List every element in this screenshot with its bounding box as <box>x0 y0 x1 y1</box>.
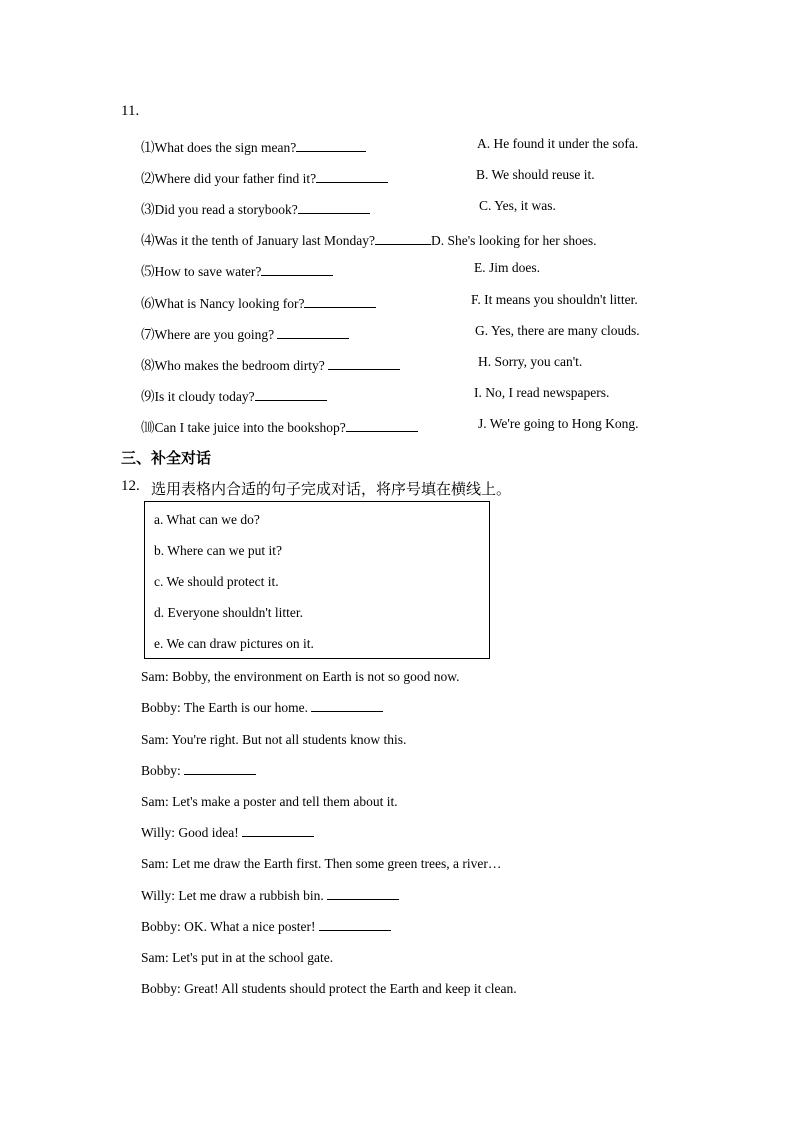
q11-answer-b: B. We should reuse it. <box>476 167 595 182</box>
dialogue-line-2: Bobby: The Earth is our home. <box>141 700 383 716</box>
q11-answer-j: J. We're going to Hong Kong. <box>478 416 639 431</box>
answer-blank[interactable] <box>255 399 327 401</box>
answer-blank[interactable] <box>328 368 400 370</box>
dialogue-line-4: Bobby: <box>141 763 256 779</box>
q11-question-8: ⑻Who makes the bedroom dirty? <box>141 354 400 374</box>
answer-blank[interactable] <box>346 430 418 432</box>
answer-blank[interactable] <box>242 835 314 837</box>
dialogue-line-11: Bobby: Great! All students should protect the Earth and keep it clean. <box>141 981 517 996</box>
option-d: d. Everyone shouldn't litter. <box>154 605 304 620</box>
option-e: e. We can draw pictures on it. <box>154 636 314 651</box>
dialogue-line-8: Willy: Let me draw a rubbish bin. <box>141 888 399 904</box>
q11-answer-h: H. Sorry, you can't. <box>478 354 583 369</box>
dialogue-line-9: Bobby: OK. What a nice poster! <box>141 919 391 935</box>
section-heading: 三、补全对话 <box>121 449 212 467</box>
q11-answer-c: C. Yes, it was. <box>479 198 556 213</box>
answer-blank[interactable] <box>316 181 388 183</box>
dialogue-line-3: Sam: You're right. But not all students know this. <box>141 732 407 747</box>
option-b: b. Where can we put it? <box>154 543 282 558</box>
answer-blank[interactable] <box>277 337 349 339</box>
answer-blank[interactable] <box>304 306 376 308</box>
q11-question-4: ⑷Was it the tenth of January last Monday? D. She's looking for her shoes. <box>141 233 597 248</box>
q11-answer-e: E. Jim does. <box>474 260 540 275</box>
q11-answer-i: I. No, I read newspapers. <box>474 385 610 400</box>
dialogue-line-10: Sam: Let's put in at the school gate. <box>141 950 334 965</box>
dialogue-line-5: Sam: Let's make a poster and tell them about it. <box>141 794 398 809</box>
question-number-11: 11. <box>121 103 140 119</box>
q11-question-9: ⑼Is it cloudy today? <box>141 385 327 405</box>
answer-blank[interactable] <box>261 274 333 276</box>
q11-answer-g: G. Yes, there are many clouds. <box>475 323 640 338</box>
option-c: c. We should protect it. <box>154 574 279 589</box>
answer-blank[interactable] <box>184 773 256 775</box>
answer-blank[interactable] <box>327 898 399 900</box>
q11-question-10: ⑽Can I take juice into the bookshop? <box>141 416 418 436</box>
q11-answer-f: F. It means you shouldn't litter. <box>471 292 638 307</box>
q11-answer-a: A. He found it under the sofa. <box>477 136 639 151</box>
option-a: a. What can we do? <box>154 512 260 527</box>
dialogue-line-6: Willy: Good idea! <box>141 825 314 841</box>
dialogue-line-1: Sam: Bobby, the environment on Earth is not so good now. <box>141 669 460 684</box>
answer-blank[interactable] <box>319 929 391 931</box>
answer-blank[interactable] <box>375 243 431 245</box>
q11-question-5: ⑸How to save water? <box>141 260 333 280</box>
q11-answer-d: D. She's looking for her shoes. <box>430 233 597 248</box>
answer-blank[interactable] <box>298 212 370 214</box>
q12-instruction: 选用表格内合适的句子完成对话，将序号填在横线上。 <box>151 480 512 498</box>
dialogue-line-7: Sam: Let me draw the Earth first. Then some green trees, a river… <box>141 856 502 871</box>
answer-blank[interactable] <box>296 150 366 152</box>
q11-question-3: ⑶Did you read a storybook? <box>141 198 370 218</box>
q11-question-2: ⑵Where did your father find it? <box>141 167 388 187</box>
q11-question-6: ⑹What is Nancy looking for? <box>141 292 376 312</box>
q11-question-1: ⑴What does the sign mean? <box>141 136 366 156</box>
question-number-12: 12. <box>121 478 140 494</box>
answer-blank[interactable] <box>311 710 383 712</box>
q11-question-7: ⑺Where are you going? <box>141 323 349 343</box>
